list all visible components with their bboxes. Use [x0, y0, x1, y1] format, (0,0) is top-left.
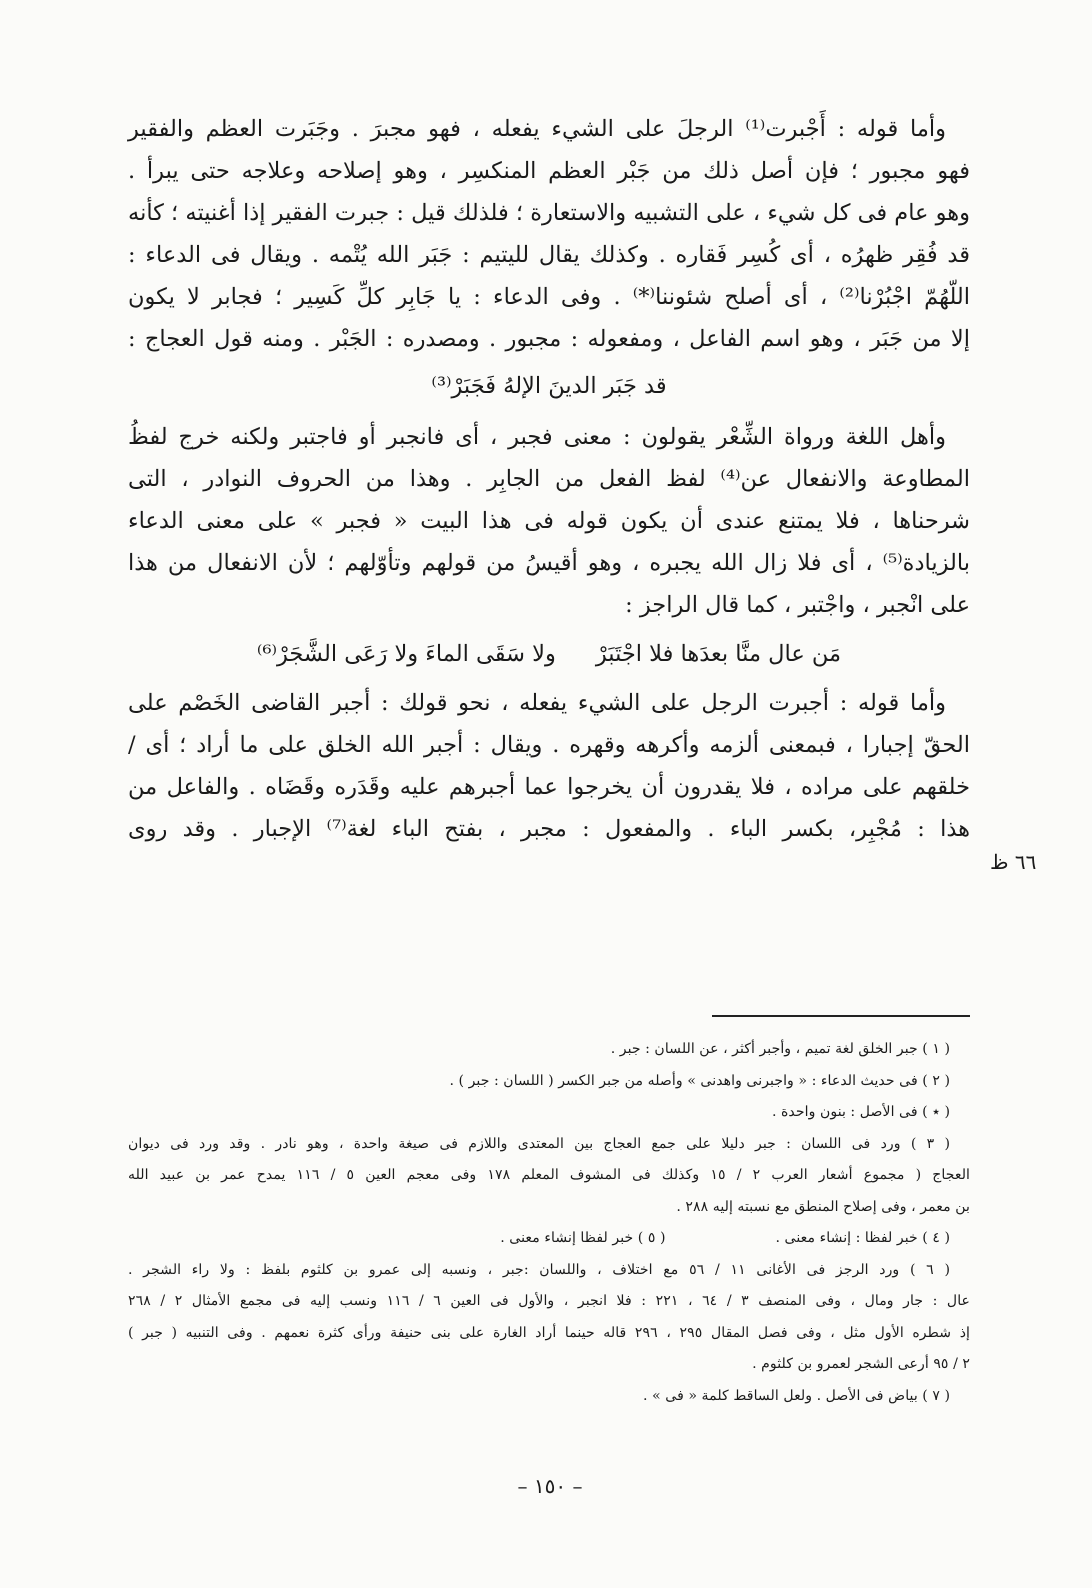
- paragraph-2: [128, 416, 970, 626]
- text-line: هذا : مُجْبِر، بكسر الباء . والمفعول : مجبر ، بفتح الباء لغة⁽⁷⁾ الإجبار . وقد روى: [128, 816, 971, 842]
- text-line: شرحناها ، فلا يمتنع عندى أن يكون قوله فى هذا البيت « فجبر » على معنى الدعاء: [128, 508, 970, 534]
- text-line: وأما قوله : أَجْبرت⁽¹⁾ الرجلَ على الشيء يفعله ، فهو مجبرَ . وجَبَرت العظم والفقير: [128, 116, 946, 142]
- footnotes: [128, 1034, 970, 1412]
- footnote-6-line: عال : جار ومال ، وفى المنصف ٣ / ٦٤ ، ٢٢١ : فلا انجبر ، والأول فى العين ٦ / ١١٦ ونسب إليه فى مجمع الأمثال ٢ / ٢٦٨: [128, 1293, 970, 1309]
- footnote-pair: [128, 1223, 970, 1255]
- footnote-6-line: ٢ / ٩٥ أرعى الشجر لعمرو بن كلثوم .: [752, 1356, 970, 1372]
- text-line: الحقّ إجبارا ، فبمعنى ألزمه وأكرهه وقهره . ويقال : أجبر الله الخلق على ما أراد ؛ أى /: [128, 732, 970, 758]
- paragraph-1: [128, 108, 970, 360]
- text-line: اللّهُمّ اجْبُرْنا⁽²⁾ ، أى أصلح شئوننا⁽*⁾ . وفى الدعاء : يا جَابِر كلِّ كَسِير ؛ فجابر لا يكون: [128, 284, 971, 310]
- footnote-4: ( ٤ ) خبر لفظا : إنشاء معنى .: [775, 1230, 950, 1246]
- text-line: خلقهم على مراده ، فلا يقدرون أن يخرجوا عما أجبرهم عليه وقَدَره وقَضَاه . والفاعل من: [128, 774, 970, 800]
- text-line: فهو مجبور ؛ فإن أصل ذلك من جَبْر العظم المنكسِر ، وهو إصلاحه وعلاجه حتى يبرأ .: [128, 158, 970, 184]
- footnote-7: ( ٧ ) بياض فى الأصل . ولعل الساقط كلمة « فى » .: [643, 1387, 950, 1404]
- footnote-2: ( ٢ ) فى حديث الدعاء : « واجبرنى واهدنى » وأصله من جبر الكسر ( اللسان : جبر ) .: [449, 1072, 950, 1089]
- footnote-star: ( ٭ ) فى الأصل : بنون واحدة .: [771, 1104, 950, 1120]
- verse-couplet: [128, 632, 970, 676]
- text-line: وأما قوله : أجبرت الرجل على الشيء يفعله ، نحو قولك : أجبر القاضى الخَصْم على: [128, 690, 946, 716]
- footnote-3-line: ( ٣ ) ورد فى اللسان : جبر دليلا على جمع العجاج بين المعتدى واللازم فى صيغة واحدة ، وهو نادر . وقد ورد فى ديوان: [128, 1135, 951, 1152]
- footnote-5: ( ٥ ) خبر لفظا إنشاء معنى .: [500, 1230, 666, 1246]
- footnote-6-line: ( ٦ ) ورد الرجز فى الأغانى ١١ / ٥٦ مع اختلاف ، واللسان :جبر ، ونسبه إلى عمرو بن كلثوم بلفظ : ولا راء الشجر .: [128, 1261, 951, 1278]
- text-line: وهو عام فى كل شيء ، على التشبيه والاستعارة ؛ فلذلك قيل : جبرت الفقير إذا أغنيته ؛ كأنه: [128, 200, 970, 226]
- text-line: قد فُقِر ظهرُه ، أى كُسِر فَقاره . وكذلك يقال لليتيم : جَبَر الله يُتْمه . ويقال فى الدعاء :: [128, 242, 970, 268]
- footnote-1: ( ١ ) جبر الخلق لغة تميم ، وأجبر أكثر ، عن اللسان : جبر .: [610, 1041, 950, 1057]
- manuscript-folio-note: ٦٦ ظ: [990, 850, 1037, 874]
- text-line: وأهل اللغة ورواة الشِّعْر يقولون : معنى فجبر ، أى فانجبر أو فاجتبر ولكنه خرج لفظُ: [128, 424, 946, 450]
- text-line: المطاوعة والانفعال عن⁽⁴⁾ لفظ الفعل من الجابِر . وهذا من الحروف النوادر ، التى: [128, 466, 970, 492]
- footnote-divider: [712, 1015, 970, 1017]
- footnote-3-line: العجاج ( مجموع أشعار العرب ٢ / ١٥ وكذلك فى المشوف المعلم ١٧٨ وفى معجم العين ٥ / ١١٦ يمدح عمر بن عبيد الله: [128, 1167, 970, 1183]
- verse-line: قد جَبَر الدينَ الإلهُ فَجَبَرْ⁽³⁾: [431, 373, 667, 399]
- paragraph-3: [128, 682, 970, 850]
- text-line: إلا من جَبَر ، وهو اسم الفاعل ، ومفعوله : مجبور . ومصدره : الجَبْر . ومنه قول العجاج :: [128, 326, 970, 352]
- verse-hemistich-right: مَن عال منَّا بعدَها فلا اجْتَبَرْ: [595, 641, 842, 667]
- verse-hemistich-left: ولا سَقَى الماءَ ولا رَعَى الشَّجَرْ⁽⁶⁾: [256, 641, 556, 667]
- main-text: [128, 108, 970, 850]
- text-line: على انْجبر ، واجْتبر ، كما قال الراجز :: [625, 592, 970, 618]
- text-line: بالزيادة⁽⁵⁾ ، أى فلا زال الله يجبره ، وهو أقيسُ من قولهم وتأوّلهم ؛ لأن الانفعال من هذا: [128, 550, 970, 576]
- footnote-3-line: بن معمر ، وفى إصلاح المنطق مع نسبته إليه ٢٨٨ .: [676, 1198, 970, 1215]
- footnote-6-line: إذ شطره الأول مثل ، وفى فصل المقال ٢٩٥ ، ٢٩٦ قاله حينما أراد الغارة على بنى حنيفة ورأى كثرة نعمهم . وفى التنبيه ( جبر ): [128, 1324, 970, 1341]
- page-number: – ١٥٠ –: [517, 1474, 583, 1498]
